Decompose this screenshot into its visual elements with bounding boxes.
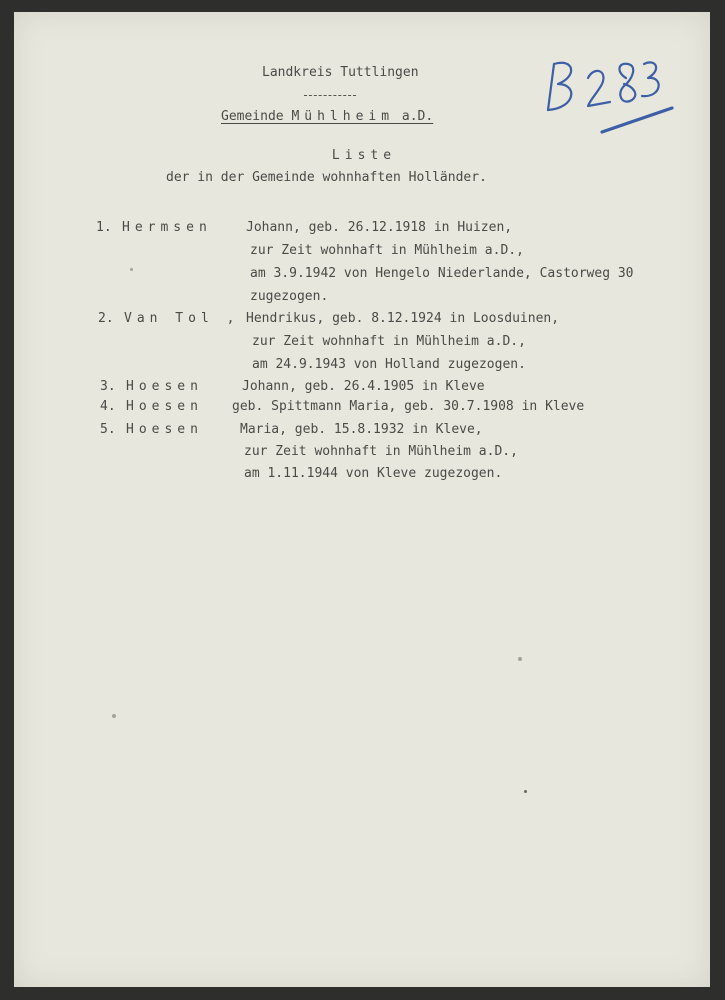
paper-speck <box>112 714 116 718</box>
entry-line: zur Zeit wohnhaft in Mühlheim a.D., <box>244 444 518 459</box>
entry-line: Johann, geb. 26.12.1918 in Huizen, <box>246 220 513 235</box>
heading-divider <box>304 95 356 96</box>
municipality-prefix: Gemeinde <box>221 109 292 124</box>
paper-speck <box>518 657 522 661</box>
paper-speck <box>130 268 133 271</box>
entry-line: am 3.9.1942 von Hengelo Niederlande, Castorweg 30 <box>250 266 634 281</box>
entry-number: 3. <box>100 379 116 394</box>
paper-speck <box>524 790 527 793</box>
municipality-name: Mühlheim <box>291 109 395 124</box>
entry-number: 5. <box>100 422 116 437</box>
entry-surname: Hoesen <box>126 422 203 437</box>
entry-line: Johann, geb. 26.4.1905 in Kleve <box>242 379 485 394</box>
entry-surname: Hoesen <box>126 399 203 414</box>
entry-number: 2. <box>98 311 114 326</box>
entry-surname: Van Tol , <box>124 311 240 326</box>
entry-line: am 24.9.1943 von Holland zugezogen. <box>252 357 526 372</box>
entry-number: 4. <box>100 399 116 414</box>
entry-line: zugezogen. <box>250 289 329 304</box>
entry-line: am 1.11.1944 von Kleve zugezogen. <box>244 466 503 481</box>
document-page <box>14 12 710 987</box>
entry-line: zur Zeit wohnhaft in Mühlheim a.D., <box>250 243 524 258</box>
list-title: Liste <box>331 148 397 163</box>
entry-line: Maria, geb. 15.8.1932 in Kleve, <box>240 422 483 437</box>
municipality-heading <box>221 109 433 124</box>
entry-surname: Hoesen <box>126 379 203 394</box>
entry-surname: Hermsen <box>122 220 212 235</box>
list-subtitle: der in der Gemeinde wohnhaften Holländer. <box>166 170 487 185</box>
entry-line: geb. Spittmann Maria, geb. 30.7.1908 in Kleve <box>232 399 585 414</box>
district-heading: Landkreis Tuttlingen <box>262 65 419 80</box>
municipality-suffix: a.D. <box>394 109 434 124</box>
handwritten-archive-number <box>544 50 684 140</box>
entry-line: Hendrikus, geb. 8.12.1924 in Loosduinen, <box>246 311 560 326</box>
entry-line: zur Zeit wohnhaft in Mühlheim a.D., <box>252 334 526 349</box>
entry-number: 1. <box>96 220 112 235</box>
